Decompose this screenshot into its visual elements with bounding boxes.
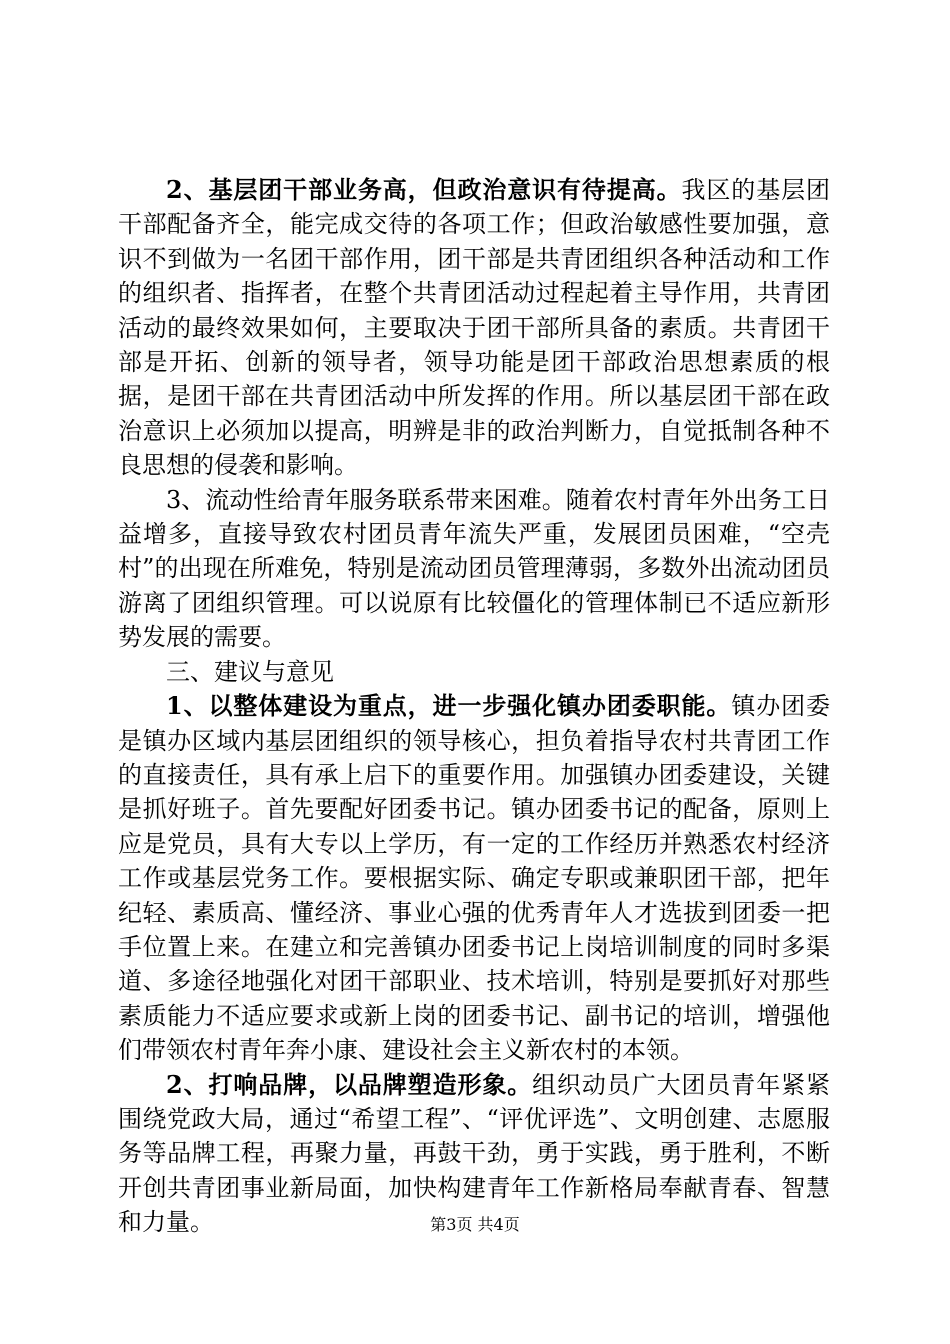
paragraph-text: 镇办团委是镇办区域内基层团组织的领导核心，担负着指导农村共青团工作的直接责任，具有承上启下的重要作用。加强镇办团委建设，关键是抓好班子。首先要配好团委书记。镇办团委书记的配备，原则上应是党员，具有大专以上学历，有一定的工作经历并熟悉农村经济工作或基层党务工作。要根据实际、确定专职或兼职团干部，把年纪轻、素质高、懂经济、事业心强的优秀青年人才选拔到团委一把手位置上来。在建立和完善镇办团委书记上岗培训制度的同时多渠道、多途径地强化对团干部职业、技术培训，特别是要抓好对那些素质能力不适应要求或新上岗的团委书记、副书记的培训，增强他们带领农村青年奔小康、建设社会主义新农村的本领。 — [118, 692, 831, 1065]
section-heading-text: 三、建议与意见 — [166, 657, 334, 686]
paragraph-heading: 1、以整体建设为重点，进一步强化镇办团委职能。 — [166, 691, 732, 721]
paragraph-text: 组织动员广大团员青年紧紧围绕党政大局，通过“希望工程”、“评优评选”、文明创建、志愿服务等品牌工程，再聚力量，再鼓干劲，勇于实践，勇于胜利，不断开创共青团事业新局面，加快构建青年工作新格局奉献青春、智慧和力量。 — [118, 1070, 830, 1237]
paragraph-town-committee — [118, 689, 830, 1067]
document-body — [118, 173, 830, 1240]
page-footer: 第3页 共4页 — [430, 1215, 520, 1234]
paragraph-mobility — [118, 483, 830, 655]
paragraph-heading: 2、基层团干部业务高，但政治意识有待提高。 — [166, 175, 682, 204]
paragraph-text: 3、流动性给青年服务联系带来困难。随着农村青年外出务工日益增多，直接导致农村团员青年流失严重，发展团员困难，“空壳村”的出现在所难免，特别是流动团员管理薄弱，多数外出流动团员游离了团组织管理。可以说原有比较僵化的管理体制已不适应新形势发展的需要。 — [118, 485, 830, 652]
paragraph-text: 我区的基层团干部配备齐全，能完成交待的各项工作；但政治敏感性要加强，意识不到做为一名团干部作用，团干部是共青团组织各种活动和工作的组织者、指挥者，在整个共青团活动过程起着主导作用，共青团活动的最终效果如何，主要取决于团干部所具备的素质。共青团干部是开拓、创新的领导者，领导功能是团干部政治思想素质的根据，是团干部在共青团活动中所发挥的作用。所以基层团干部在政治意识上必须加以提高，明辨是非的政治判断力，自觉抵制各种不良思想的侵袭和影响。 — [118, 176, 830, 480]
section-heading-suggestions — [118, 655, 830, 689]
paragraph-heading: 2、打响品牌，以品牌塑造形象。 — [166, 1069, 533, 1099]
paragraph-grassroots-cadres — [118, 173, 830, 483]
